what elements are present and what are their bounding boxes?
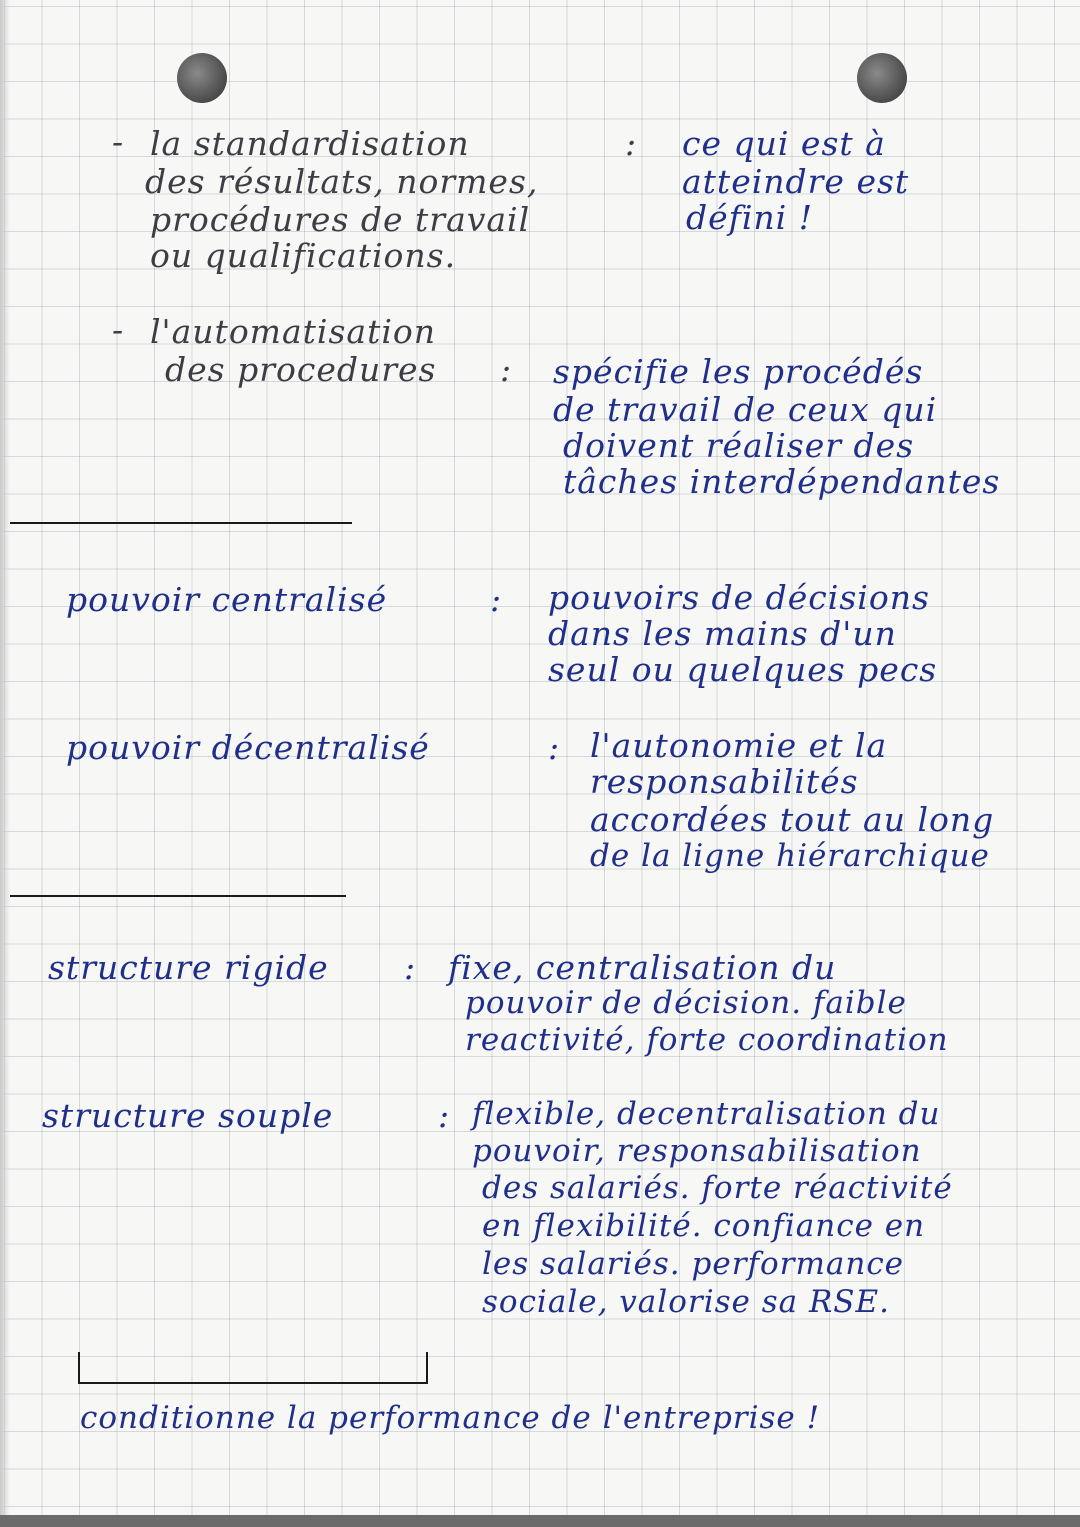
definition-line: seul ou quelques pecs [548, 650, 938, 689]
definition-line: ce qui est à [682, 124, 886, 163]
bracket-mark [78, 1352, 428, 1384]
definition-line: de travail de ceux qui [553, 390, 938, 429]
bullet-dash: - [112, 122, 125, 161]
term: structure souple [42, 1096, 334, 1135]
definition-line: fixe, centralisation du [448, 948, 837, 987]
page-edge [0, 0, 10, 1527]
term: structure rigide [48, 948, 329, 987]
definition-line: flexible, decentralisation du [472, 1096, 941, 1132]
colon: : [438, 1096, 451, 1135]
definition-line: pouvoir de décision. faible [465, 985, 907, 1021]
definition-line: les salariés. performance [482, 1246, 905, 1282]
term-line: ou qualifications. [150, 236, 457, 275]
term-line: la standardisation [150, 124, 470, 163]
colon: : [625, 124, 638, 163]
colon: : [500, 350, 513, 389]
term-line: procédures de travail [150, 200, 531, 239]
definition-line: atteindre est [682, 162, 910, 201]
definition-line: pouvoir, responsabilisation [472, 1133, 922, 1169]
page-edge-bottom [0, 1515, 1080, 1527]
definition-line: spécifie les procédés [553, 352, 924, 391]
punch-hole-right [857, 53, 907, 103]
bullet-dash: - [112, 310, 125, 349]
definition-line: en flexibilité. confiance en [482, 1208, 926, 1244]
term-line: des résultats, normes, [145, 162, 539, 201]
definition-line: sociale, valorise sa RSE. [482, 1284, 891, 1320]
definition-line: tâches interdépendantes [563, 462, 1001, 501]
divider-line [10, 895, 346, 897]
definition-line: des salariés. forte réactivité [482, 1170, 953, 1206]
conclusion: conditionne la performance de l'entreprise ! [80, 1400, 821, 1436]
term: pouvoir centralisé [66, 580, 388, 619]
term: pouvoir décentralisé [66, 728, 430, 767]
definition-line: l'autonomie et la [590, 726, 888, 765]
definition-line: défini ! [686, 198, 813, 237]
colon: : [548, 728, 561, 767]
definition-line: accordées tout au long [590, 800, 995, 839]
term-line: l'automatisation [150, 312, 437, 351]
colon: : [404, 948, 417, 987]
definition-line: reactivité, forte coordination [465, 1022, 949, 1058]
definition-line: responsabilités [590, 762, 859, 801]
divider-line [10, 522, 352, 524]
definition-line: de la ligne hiérarchique [590, 838, 990, 874]
definition-line: doivent réaliser des [563, 426, 915, 465]
term-line: des procedures [165, 350, 437, 389]
definition-line: dans les mains d'un [548, 614, 897, 653]
punch-hole-left [177, 53, 227, 103]
definition-line: pouvoirs de décisions [548, 578, 930, 617]
colon: : [490, 580, 503, 619]
